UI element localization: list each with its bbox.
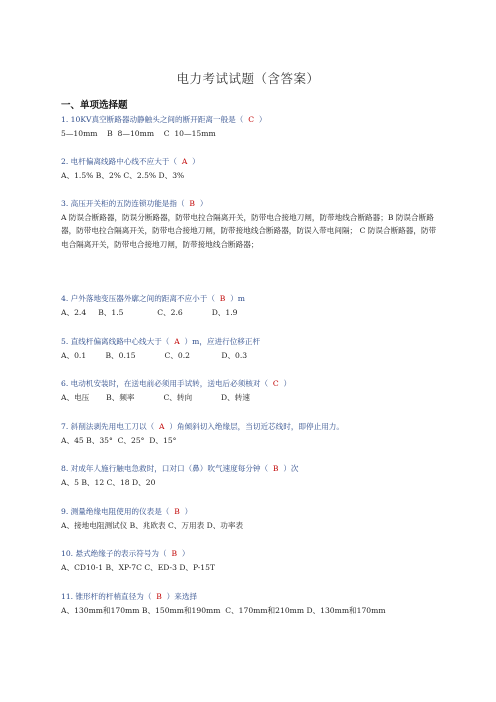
question-options: A、CD10-1 B、XP-7C C、ED-3 D、P-15T — [61, 562, 216, 572]
question-2 — [61, 155, 439, 182]
question-9 — [61, 505, 439, 532]
question-stem: 2. 电杆偏离线路中心线不应大于（ — [61, 157, 182, 166]
section-heading: 一、单项选择题 — [61, 100, 128, 111]
question-options: A、5 B、12 C、18 D、20 — [61, 477, 156, 487]
question-stem: 9. 测量绝缘电阻使用的仪表是（ — [61, 507, 175, 516]
question-stem: 4. 户外落地变压器外廓之间的距离不应小于（ — [61, 294, 220, 303]
answer-mark: B — [156, 592, 162, 601]
question-stem-tail: ） — [195, 199, 208, 208]
question-7 — [61, 420, 439, 447]
question-options: A、电压 B、频率 C、转向 D、转速 — [61, 392, 250, 402]
question-stem-tail: ） — [179, 507, 193, 516]
question-5 — [61, 335, 439, 362]
question-stem: 3. 高压开关柜的五防连锁功能是指（ — [61, 199, 190, 208]
question-stem: 11. 锥形杆的杆梢直径为（ — [61, 592, 157, 601]
question-1 — [61, 113, 439, 140]
question-10 — [61, 547, 439, 574]
question-stem-tail: ） — [278, 379, 292, 388]
question-stem-tail: ）来选择 — [161, 592, 198, 601]
answer-mark: A — [181, 157, 188, 166]
question-stem-tail: ） — [177, 549, 190, 558]
question-options: A、0.1 B、0.15 C、0.2 D、0.3 — [61, 350, 248, 360]
question-stem-tail: ）次 — [278, 464, 299, 473]
question-stem-tail: ） — [187, 157, 200, 166]
question-4 — [61, 292, 439, 319]
question-options: A、接地电阻测试仪 B、兆欧表 C、万用表 D、功率表 — [61, 520, 244, 530]
question-stem: 8. 对成年人施行触电急救时，口对口（鼻）吹气速度每分钟（ — [61, 464, 273, 473]
page-title: 电力考试试题（含答案） — [176, 71, 320, 86]
question-stem: 10. 悬式绝缘子的表示符号为（ — [61, 549, 172, 558]
question-options: A、2.4 B、1.5 C、2.6 D、1.9 — [61, 307, 238, 317]
answer-mark: B — [171, 549, 178, 558]
question-stem: 7. 斜削法剥先用电工刀以（ — [61, 422, 160, 431]
answer-mark: B — [272, 464, 279, 473]
question-3 — [61, 197, 439, 251]
question-stem-tail: ）m，应进行位移正杆 — [179, 337, 261, 346]
question-options: A 防误合断路器，防误分断路器，防带电拉合隔离开关，防带电合接地刀闸，防带地线合断路器；B 防误合断路器，防带电拉合隔离开关，防带电合接地刀闸，防带接地线合断路器，防误入带电间隔； C 防误合断路器，防带电合隔离开关，防带电合接地刀闸，防带接地线合断路器； — [61, 212, 437, 249]
answer-mark: B — [219, 294, 226, 303]
question-stem-tail: ）角倾斜切入绝缘层，当切近芯线时，即停止用力。 — [164, 422, 344, 431]
question-stem: 5. 直线杆偏离线路中心线大于（ — [61, 337, 175, 346]
answer-mark: B — [189, 199, 195, 208]
answer-mark: B — [174, 507, 180, 516]
question-stem-tail: ）m — [225, 294, 245, 303]
answer-mark: A — [174, 337, 180, 346]
answer-mark: C — [248, 115, 254, 124]
question-options: A、130mm和170mm B、150mm和190mm C、170mm和210mm D、130mm和170mm — [61, 605, 386, 615]
question-6 — [61, 377, 439, 404]
answer-mark: C — [272, 379, 279, 388]
question-stem: 6. 电动机安装时，在送电前必须用手试转，送电后必须核对（ — [61, 379, 273, 388]
answer-mark: A — [159, 422, 165, 431]
question-8 — [61, 462, 439, 489]
question-11 — [61, 590, 439, 617]
question-options: A、1.5% B、2% C、2.5% D、3% — [61, 170, 185, 180]
question-stem-tail: ） — [254, 115, 267, 124]
question-options: A、45 B、35° C、25° D、15° — [61, 435, 177, 445]
question-options: 5—10mm B 8—10mm C 10—15mm — [61, 128, 216, 138]
question-stem: 1. 10KV真空断路器动静触头之间的断开距离一般是（ — [61, 115, 249, 124]
